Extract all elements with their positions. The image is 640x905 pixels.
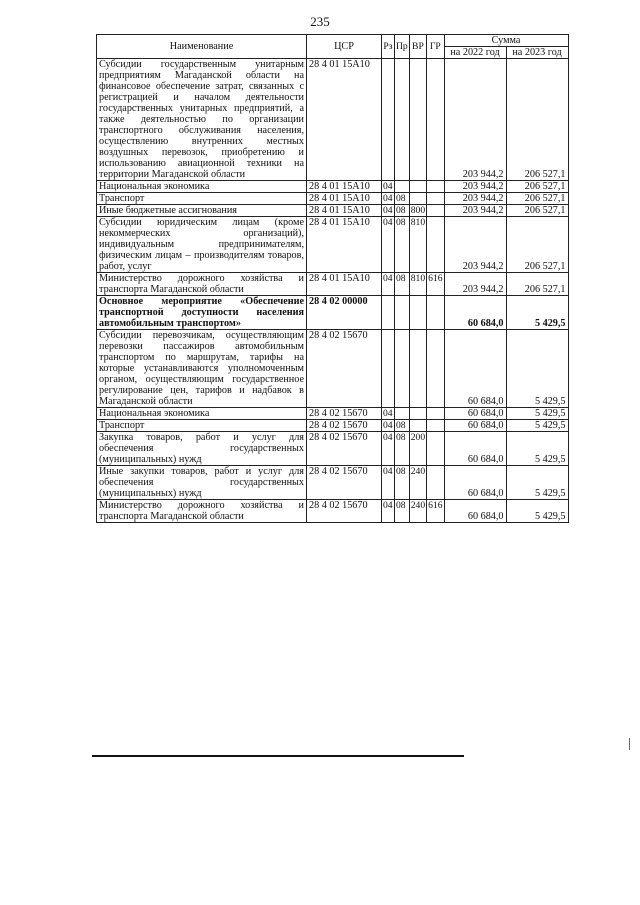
cell-gr (427, 330, 444, 408)
cell-s2023: 5 429,5 (506, 408, 568, 420)
cell-rz: 04 (383, 205, 393, 216)
cell-name: Национальная экономика (97, 181, 307, 193)
cell-s2023: 5 429,5 (506, 296, 568, 330)
cell-csr: 28 4 02 15670 (307, 432, 382, 466)
footer-divider (92, 755, 464, 757)
cell-name: Транспорт (97, 193, 307, 205)
cell-rz: 04 (383, 193, 393, 204)
cell-csr: 28 4 02 15670 (307, 500, 382, 523)
cell-s2023: 5 429,5 (506, 420, 568, 432)
cell-s2022: 203 944,2 (444, 273, 506, 296)
cell-rz: 04 (382, 432, 395, 466)
cell-s2022: 60 684,0 (444, 296, 506, 330)
cell-pr: 08 (395, 273, 410, 296)
cell-rz: 04 (383, 408, 393, 419)
table-row (97, 408, 569, 420)
cell-rz: 04 (382, 500, 395, 523)
cell-vr (409, 193, 426, 205)
cell-s2022: 60 684,0 (444, 432, 506, 466)
cell-rz (382, 59, 395, 181)
cell-vr: 810 (409, 217, 426, 273)
cell-csr: 28 4 01 15А10 (307, 193, 382, 205)
cell-name: Министерство дорожного хозяйства и транспорта Магаданской области (97, 500, 307, 523)
cell-csr: 28 4 01 15А10 (307, 59, 382, 181)
cell-name: Национальная экономика (97, 408, 307, 420)
cell-gr (427, 408, 444, 420)
cell-s2023: 206 527,1 (506, 205, 568, 217)
cell-vr: 240 (409, 466, 426, 500)
cell-pr (395, 59, 410, 181)
cell-pr: 08 (395, 500, 410, 523)
table-row (97, 466, 569, 500)
cell-s2022: 60 684,0 (444, 466, 506, 500)
header-csr: ЦСР (307, 35, 382, 59)
cell-csr: 28 4 01 15А10 (307, 217, 382, 273)
cell-name: Иные закупки товаров, работ и услуг для обеспечения государственных (муниципальных) нужд (97, 466, 307, 500)
cell-name: Основное мероприятие «Обеспечение транспортной доступности населения автомобильным транспортом» (97, 296, 307, 330)
cell-s2022: 203 944,2 (444, 205, 506, 217)
cell-s2023: 5 429,5 (506, 330, 568, 408)
cell-name: Транспорт (97, 420, 307, 432)
cell-vr: 800 (410, 205, 426, 216)
cell-gr (427, 432, 444, 466)
cell-s2023: 206 527,1 (506, 59, 568, 181)
table-row (97, 330, 569, 408)
cell-rz: 04 (383, 181, 393, 192)
budget-table (96, 34, 569, 523)
cell-gr (427, 420, 444, 432)
cell-pr (395, 330, 410, 408)
cell-gr (427, 181, 444, 193)
cell-vr (409, 59, 426, 181)
cell-gr (427, 466, 444, 500)
cell-vr (409, 408, 426, 420)
cell-s2022: 203 944,2 (444, 217, 506, 273)
cell-gr (427, 205, 444, 217)
cell-pr: 08 (395, 205, 410, 217)
cell-gr (427, 296, 444, 330)
cell-s2023: 5 429,5 (506, 466, 568, 500)
cell-gr: 616 (427, 273, 444, 296)
page-number: 235 (310, 14, 330, 29)
cell-name: Закупка товаров, работ и услуг для обеспечения государственных (муниципальных) нужд (97, 432, 307, 466)
cell-s2023: 206 527,1 (506, 217, 568, 273)
table-row (97, 205, 569, 217)
cell-rz (382, 296, 395, 330)
cell-csr: 28 4 01 15А10 (307, 181, 382, 193)
cell-pr (395, 181, 410, 193)
header-gr: ГР (427, 35, 444, 59)
table-header (97, 35, 569, 59)
cell-s2023: 206 527,1 (506, 181, 568, 193)
cell-csr: 28 4 02 15670 (307, 420, 382, 432)
cell-s2023: 206 527,1 (506, 193, 568, 205)
cell-s2023: 5 429,5 (506, 432, 568, 466)
cell-s2022: 60 684,0 (444, 330, 506, 408)
cell-name: Иные бюджетные ассигнования (97, 205, 307, 217)
cell-gr (427, 59, 444, 181)
table-row (97, 193, 569, 205)
cell-s2022: 203 944,2 (444, 181, 506, 193)
cell-s2022: 203 944,2 (444, 59, 506, 181)
header-rz: Рз (382, 35, 395, 59)
cell-csr: 28 4 02 00000 (307, 296, 382, 330)
cell-s2023: 5 429,5 (506, 500, 568, 523)
cell-vr: 810 (409, 273, 426, 296)
cell-rz: 04 (382, 466, 395, 500)
cell-gr: 616 (427, 500, 444, 523)
cell-s2022: 60 684,0 (444, 420, 506, 432)
cell-s2023: 206 527,1 (506, 273, 568, 296)
table-row (97, 420, 569, 432)
header-2022: на 2022 год (444, 47, 506, 59)
cell-name: Субсидии юридическим лицам (кроме некоммерческих организаций), индивидуальным предпринимателям, физическим лицам – производителям товаров, работ, услуг (97, 217, 307, 273)
cell-vr: 240 (409, 500, 426, 523)
table-row (97, 296, 569, 330)
cell-vr (409, 330, 426, 408)
cell-vr (409, 296, 426, 330)
cell-pr: 08 (395, 466, 410, 500)
cell-name: Субсидии перевозчикам, осуществляющим перевозки пассажиров автомобильным транспортом по маршрутам, тарифы на которые устанавливаются уполномоченным органом, осуществляющим государственное регулирование цен, тарифов и надбавок в Магаданской области (97, 330, 307, 408)
table-body (97, 59, 569, 523)
table-row (97, 432, 569, 466)
cell-rz: 04 (382, 273, 395, 296)
table-row (97, 273, 569, 296)
header-pr: Пр (395, 35, 410, 59)
cell-gr (427, 193, 444, 205)
cell-pr (395, 408, 410, 420)
cell-s2022: 60 684,0 (444, 500, 506, 523)
cell-rz: 04 (382, 217, 395, 273)
cell-csr: 28 4 02 15670 (307, 408, 382, 420)
cell-s2022: 203 944,2 (444, 193, 506, 205)
header-name: Наименование (97, 35, 307, 59)
cell-pr: 08 (395, 432, 410, 466)
cell-pr (395, 296, 410, 330)
header-vr: ВР (409, 35, 426, 59)
cell-pr: 08 (395, 193, 410, 205)
header-sum: Сумма (444, 35, 568, 47)
cell-gr (427, 217, 444, 273)
cell-pr: 08 (395, 420, 410, 432)
cell-csr: 28 4 02 15670 (307, 330, 382, 408)
cell-name: Министерство дорожного хозяйства и транспорта Магаданской области (97, 273, 307, 296)
cell-csr: 28 4 02 15670 (307, 466, 382, 500)
cell-rz (382, 330, 395, 408)
cell-rz: 04 (383, 420, 393, 431)
table-row (97, 217, 569, 273)
cell-csr: 28 4 01 15А10 (307, 205, 382, 217)
table-row (97, 500, 569, 523)
cell-name: Субсидии государственным унитарным предприятиям Магаданской области на финансовое обеспечение затрат, связанных с регистрацией и началом деятельности государственных унитарных предприятий, а также деятельностью по организации транспортного обслуживания населения, осуществлению внутренних местных воздушных перевозок, приобретению и использованию авиационной техники на территории Магаданской области (97, 59, 307, 181)
cell-pr: 08 (395, 217, 410, 273)
cell-vr (409, 181, 426, 193)
edge-mark (629, 738, 630, 750)
table-row (97, 181, 569, 193)
cell-vr: 200 (409, 432, 426, 466)
cell-vr (409, 420, 426, 432)
table-row (97, 59, 569, 181)
cell-s2022: 60 684,0 (444, 408, 506, 420)
cell-csr: 28 4 01 15А10 (307, 273, 382, 296)
header-2023: на 2023 год (506, 47, 568, 59)
